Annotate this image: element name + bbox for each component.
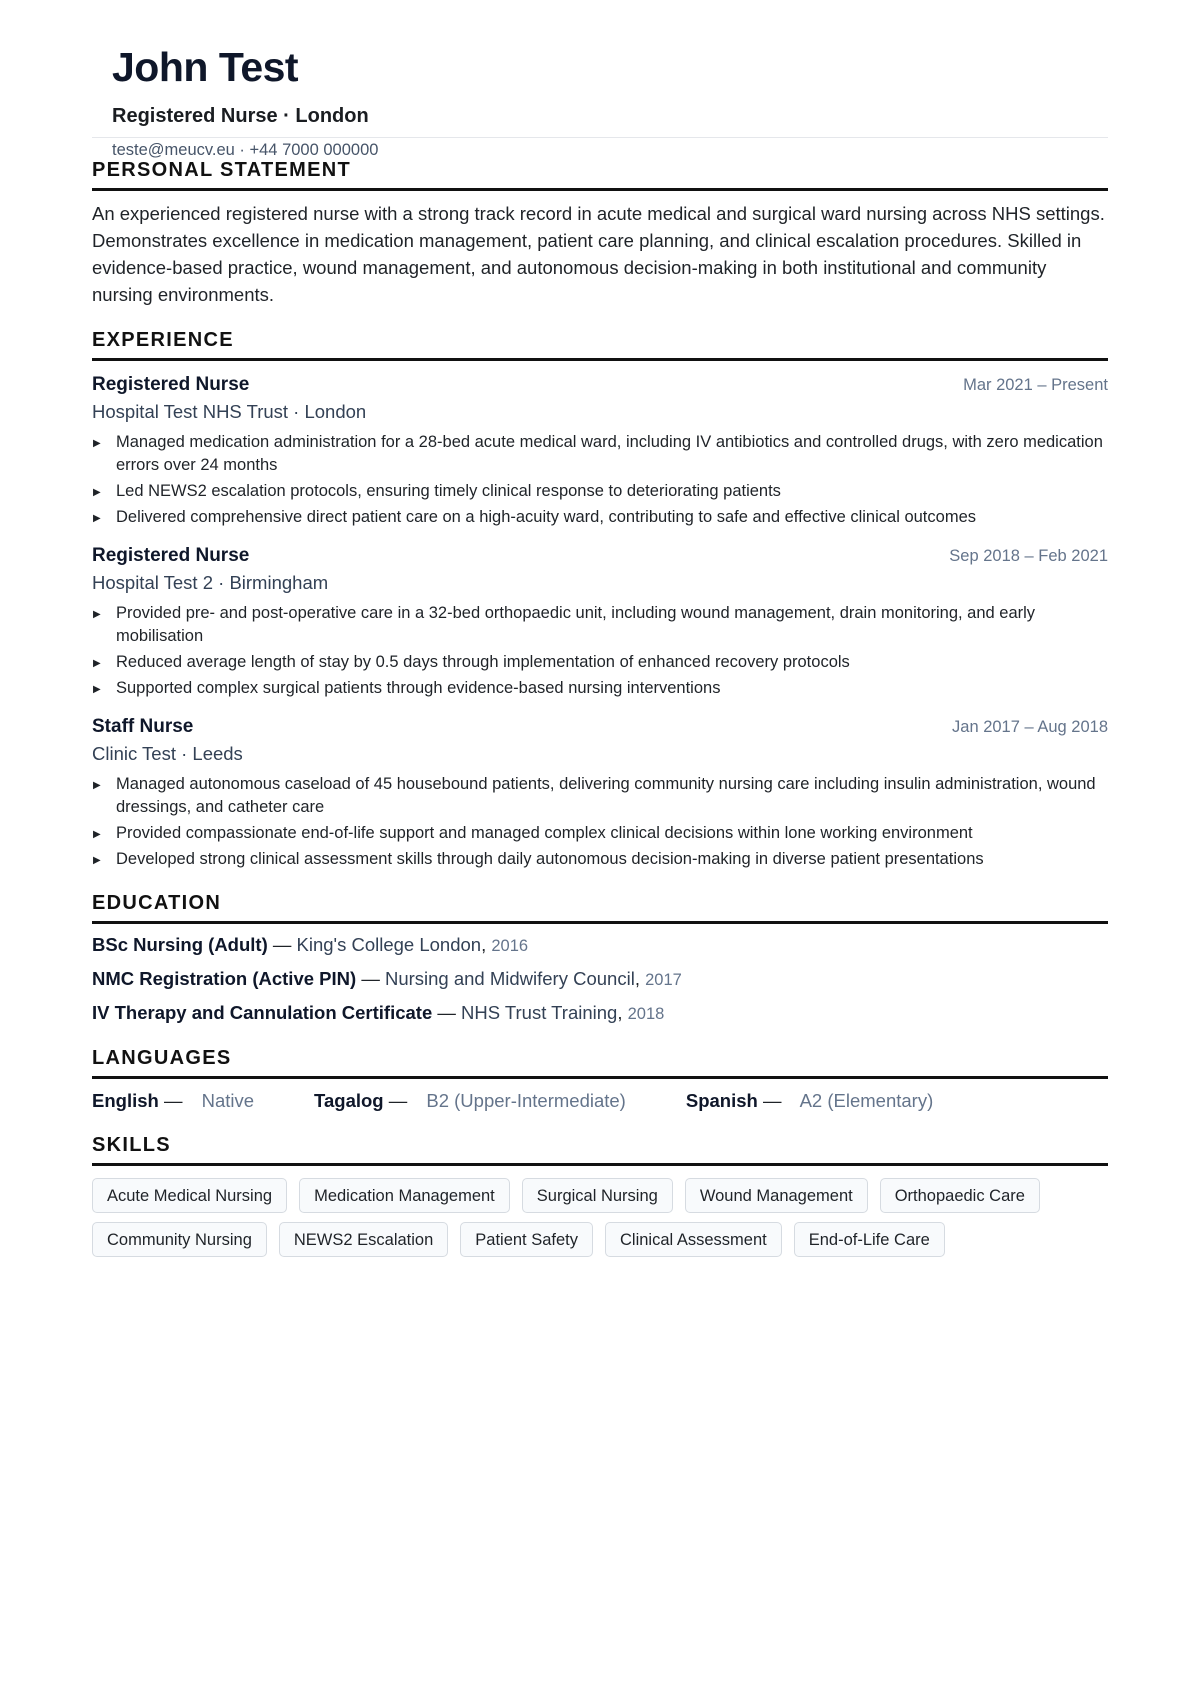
education-school: King's College London [296, 934, 482, 955]
resume-header [92, 0, 1108, 159]
skill-chip: Clinical Assessment [605, 1222, 782, 1257]
education-school: Nursing and Midwifery Council [384, 968, 635, 989]
education-dash: — [361, 968, 380, 989]
language-name: Tagalog [314, 1090, 384, 1111]
education-entry: IV Therapy and Cannulation Certificate — NHS Trust Training, 2018 [92, 1002, 665, 1023]
skill-chip: Community Nursing [92, 1222, 267, 1257]
job-bullet: ▶ Led NEWS2 escalation protocols, ensuring timely clinical response to deteriorating patients [92, 480, 1108, 503]
education-dash: — [272, 934, 292, 955]
section-title-experience: EXPERIENCE [92, 328, 1108, 361]
education-dash: — [437, 1002, 456, 1023]
job-bullets [92, 602, 1108, 700]
skill-chip: Acute Medical Nursing [92, 1178, 287, 1213]
education-section [92, 891, 1108, 1026]
job-bullet: ▶ Managed autonomous caseload of 45 housebound patients, delivering community nursing care including insulin administration, wound dressings, and catheter care [92, 773, 1108, 819]
skill-chip: Surgical Nursing [522, 1178, 673, 1213]
job-entry [92, 714, 1108, 871]
skills-section [92, 1133, 1108, 1266]
job-title: Registered Nurse [92, 545, 250, 566]
job-dates: Sep 2018 – Feb 2021 [949, 547, 1108, 565]
education-year: 2017 [645, 971, 682, 989]
language-item [686, 1089, 933, 1113]
education-degree: BSc Nursing (Adult) [92, 934, 268, 955]
section-title-personal-statement: PERSONAL STATEMENT [92, 158, 1108, 191]
language-item [92, 1089, 254, 1113]
personal-statement-section [92, 158, 1108, 308]
candidate-name: John Test [112, 44, 299, 90]
skill-chip: Patient Safety [460, 1222, 593, 1257]
education-entry: BSc Nursing (Adult) — King's College London, 2016 [92, 934, 529, 955]
job-organization: Hospital Test 2 · Birmingham [92, 572, 329, 593]
job-title: Registered Nurse [92, 374, 250, 395]
job-bullet: ▶ Developed strong clinical assessment skills through daily autonomous decision-making in diverse patient presentations [92, 848, 1108, 871]
personal-statement-text: An experienced registered nurse with a strong track record in acute medical and surgical ward nursing across NHS settings. Demonstrates excellence in medication management, patient care planning, and clinical escalation procedures. Skilled in evidence-based practice, wound management, and autonomous decision-making in both institutional and community nursing environments. [92, 203, 1105, 305]
language-list [92, 1089, 1108, 1113]
skill-list [92, 1178, 1112, 1266]
job-entry [92, 543, 1108, 700]
job-bullet: ▶ Provided compassionate end-of-life support and managed complex clinical decisions within lone working environment [92, 822, 1108, 845]
language-dash: — [388, 1090, 408, 1111]
language-level: B2 (Upper-Intermediate) [426, 1090, 626, 1111]
job-bullets [92, 431, 1108, 529]
education-degree: NMC Registration (Active PIN) [92, 968, 357, 989]
language-dash: — [163, 1090, 183, 1111]
education-entry: NMC Registration (Active PIN) — Nursing and Midwifery Council, 2017 [92, 968, 682, 989]
job-bullet: ▶ Managed medication administration for a 28-bed acute medical ward, including IV antibiotics and controlled drugs, with zero medication errors over 24 months [92, 431, 1108, 477]
language-level: A2 (Elementary) [799, 1090, 934, 1111]
language-name: English [92, 1090, 159, 1111]
candidate-headline: Registered Nurse · London [112, 105, 369, 127]
language-level: Native [201, 1090, 255, 1111]
education-year: 2018 [627, 1005, 665, 1023]
skill-chip: Medication Management [299, 1178, 510, 1213]
language-name: Spanish [685, 1090, 758, 1111]
language-item [314, 1089, 626, 1113]
job-bullet: ▶ Delivered comprehensive direct patient care on a high-acuity ward, contributing to safe and effective clinical outcomes [92, 506, 1108, 529]
job-bullet: ▶ Reduced average length of stay by 0.5 days through implementation of enhanced recovery protocols [92, 651, 1108, 674]
education-school: NHS Trust Training [461, 1002, 618, 1023]
job-dates: Mar 2021 – Present [963, 376, 1108, 394]
contact-info: teste@meucv.eu · +44 7000 000000 [112, 141, 379, 159]
job-organization: Clinic Test · Leeds [92, 743, 243, 764]
section-title-education: EDUCATION [92, 891, 1108, 924]
skill-chip: End-of-Life Care [794, 1222, 945, 1257]
job-entry [92, 372, 1108, 529]
job-bullet: ▶ Supported complex surgical patients through evidence-based nursing interventions [92, 677, 1108, 700]
section-title-languages: LANGUAGES [92, 1046, 1108, 1079]
skill-chip: NEWS2 Escalation [279, 1222, 448, 1257]
section-title-skills: SKILLS [92, 1133, 1108, 1166]
language-dash: — [762, 1090, 782, 1111]
job-organization: Hospital Test NHS Trust · London [92, 401, 367, 422]
education-year: 2016 [491, 937, 529, 955]
job-dates: Jan 2017 – Aug 2018 [952, 718, 1108, 736]
experience-section [92, 328, 1108, 871]
skill-chip: Wound Management [685, 1178, 868, 1213]
education-degree: IV Therapy and Cannulation Certificate [92, 1002, 433, 1023]
skill-chip: Orthopaedic Care [880, 1178, 1040, 1213]
job-bullets [92, 773, 1108, 871]
job-title: Staff Nurse [92, 716, 194, 737]
job-bullet: ▶ Provided pre- and post-operative care in a 32-bed orthopaedic unit, including wound management, drain monitoring, and early mobilisation [92, 602, 1108, 648]
languages-section [92, 1046, 1108, 1113]
